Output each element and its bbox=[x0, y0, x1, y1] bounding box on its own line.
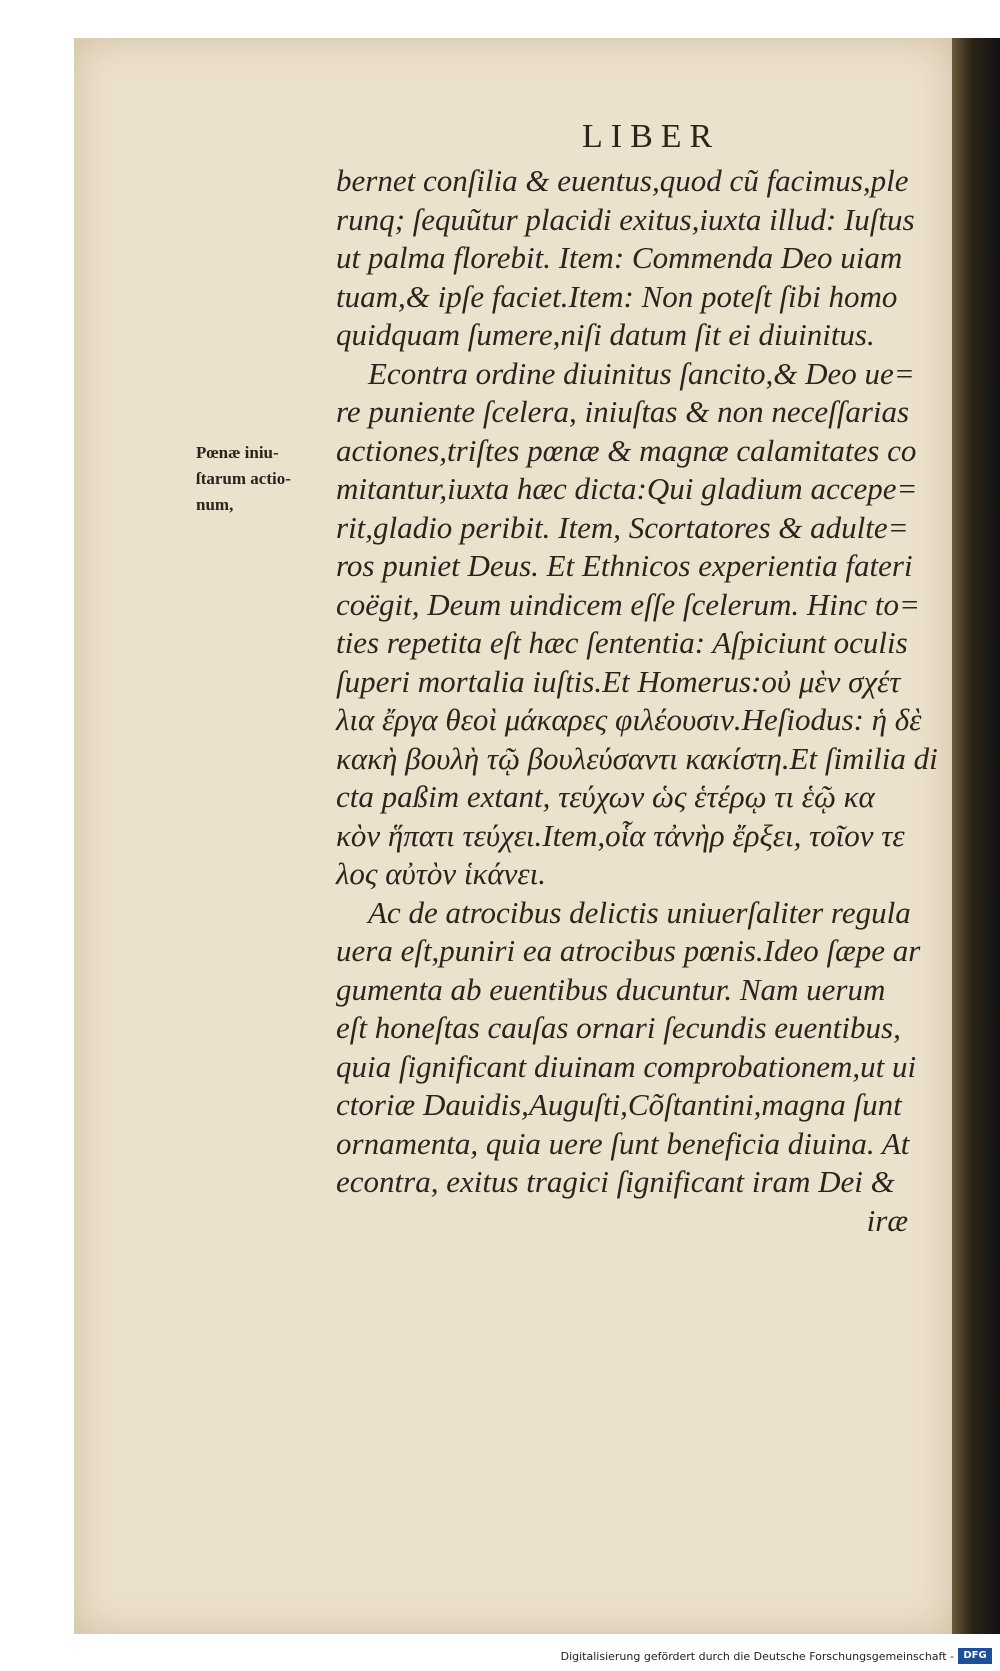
text-line: ties repetita eſt hæc ſententia: Aſpiciunt oculis bbox=[336, 625, 908, 660]
text-line: re puniente ſcelera, iniuſtas & non neceſſarias bbox=[336, 394, 910, 429]
text-line: ut palma florebit. Item: Commenda Deo uiam bbox=[336, 240, 903, 275]
text-line: ctoriæ Dauidis,Auguſti,Cõſtantini,magna ſunt bbox=[336, 1087, 902, 1122]
marginal-note bbox=[196, 440, 336, 518]
text-line: quidquam ſumere,niſi datum ſit ei diuinitus. bbox=[336, 317, 875, 352]
text-line: λος αὐτὸν ἱκάνει. bbox=[336, 856, 546, 891]
text-line: runq; ſequũtur placidi exitus,iuxta illud: Iuſtus bbox=[336, 201, 915, 237]
text-line: Econtra ordine diuinitus ſancito,& Deo ue= bbox=[368, 355, 915, 391]
text-line: actiones,triſtes pœnæ & magnæ calamitates co bbox=[336, 432, 917, 468]
text-line: mitantur,iuxta hæc dicta:Qui gladium accepe= bbox=[336, 471, 918, 506]
text-line: quia ſignificant diuinam comprobationem,ut ui bbox=[336, 1048, 917, 1084]
text-line: κὸν ἥπατι τεύχει.Item,οἷα τἀνὴρ ἔρξει, τοῖον τε bbox=[336, 817, 905, 853]
text-line: ros puniet Deus. Et Ethnicos experientia fateri bbox=[336, 548, 913, 583]
text-line: ſuperi mortalia iuſtis.Et Homerus:οὐ μὲν σχέτ bbox=[336, 663, 901, 699]
marginal-line: Pœnæ iniu- bbox=[196, 443, 279, 462]
text-line: econtra, exitus tragici ſignificant iram Dei & bbox=[336, 1164, 895, 1199]
text-line: Ac de atrocibus delictis uniuerſaliter regula bbox=[368, 894, 911, 930]
text-line: eſt honeſtas cauſas ornari ſecundis euentibus, bbox=[336, 1010, 901, 1045]
text-line: gumenta ab euentibus ducuntur. Nam uerum bbox=[336, 971, 886, 1007]
funding-credit: Digitalisierung gefördert durch die Deutsche Forschungsgemeinschaft - bbox=[560, 1650, 954, 1663]
book-gutter bbox=[952, 38, 1000, 1634]
text-line: cta paßim extant, τεύχων ὡς ἑτέρῳ τι ἑῷ κα bbox=[336, 779, 875, 814]
text-line: uera eſt,puniri ea atrocibus pœnis.Ideo ſæpe ar bbox=[336, 933, 921, 968]
text-line: bernet conſilia & euentus,quod cũ facimus,ple bbox=[336, 163, 909, 198]
text-line: ornamenta, quia uere ſunt beneficia diuina. At bbox=[336, 1125, 910, 1161]
text-line: tuam,& ipſe faciet.Item: Non poteſt ſibi homo bbox=[336, 278, 898, 314]
marginal-line: num, bbox=[196, 495, 234, 514]
body-text bbox=[336, 162, 956, 1240]
text-line: coëgit, Deum uindicem eſſe ſcelerum. Hinc to= bbox=[336, 586, 920, 622]
text-line: rit,gladio peribit. Item, Scortatores & adulte= bbox=[336, 509, 909, 545]
catchword: iræ bbox=[866, 1202, 908, 1238]
running-header: LIBER bbox=[582, 118, 721, 155]
text-line: κακὴ βουλὴ τῷ βουλεύσαντι κακίστη.Et ſimilia di bbox=[336, 740, 938, 776]
marginal-line: ſtarum actio- bbox=[196, 469, 291, 488]
dfg-logo[interactable]: DFG bbox=[958, 1648, 992, 1664]
text-line: λια ἔργα θεοὶ μάκαρες φιλέουσιν.Heſiodus: ἡ δὲ bbox=[336, 702, 922, 737]
